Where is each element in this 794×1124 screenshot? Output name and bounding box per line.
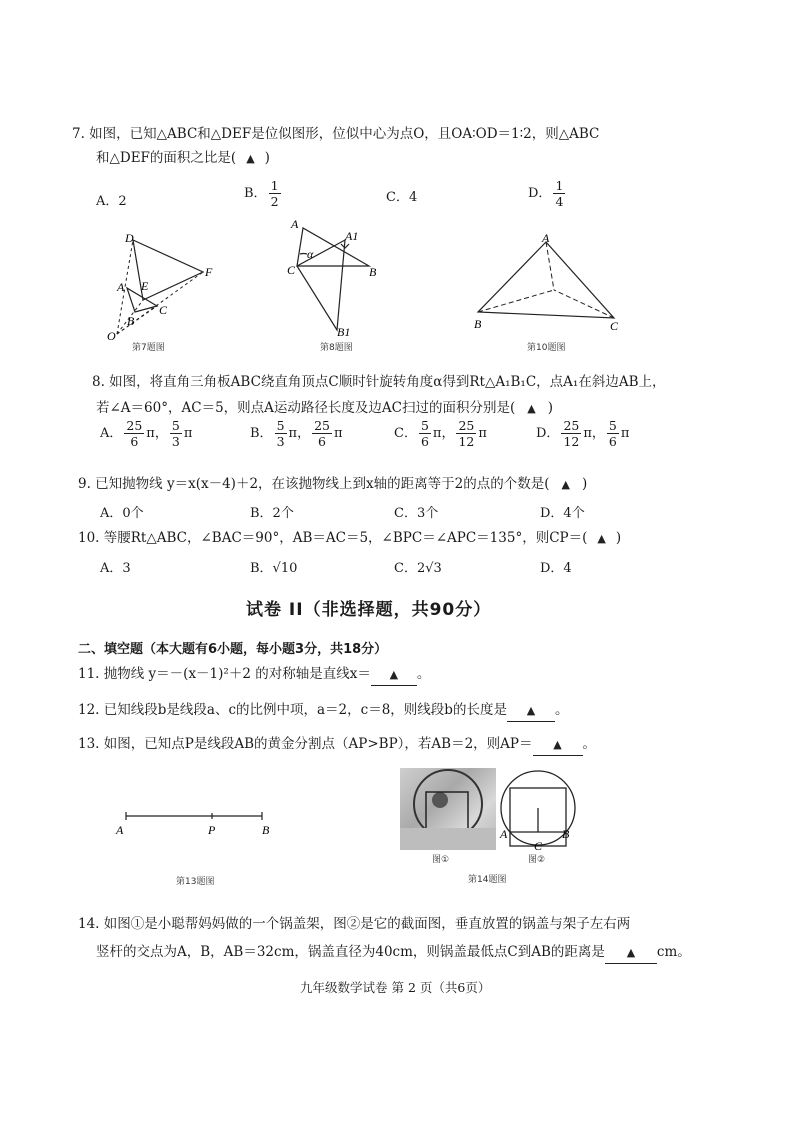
q12-stem: 12. 已知线段b是线段a、c的比例中项，a＝2，c＝8，则线段b的长度是 ▲ 。: [78, 700, 568, 722]
q8-option-d: D． $\frac{25}{12}$ π， $\frac{5}{6}$ π: [536, 418, 630, 449]
label-e: E: [141, 279, 149, 293]
q11-stem: 11. 抛物线 y＝－(x－1)²＋2 的对称轴是直线x＝ ▲ 。: [78, 664, 430, 686]
label-b: B: [127, 314, 135, 328]
q10-option-b: B．√10: [250, 561, 298, 576]
q13-stem: 13. 如图，已知点P是线段AB的黄金分割点（AP>BP），若AB＝2，则AP＝ ▲ 。: [78, 734, 596, 756]
q8-stem-line2: 若∠A＝60°，AC＝5，则点A运动路径长度及边AC扫过的面积分别是( ▲ ): [96, 400, 554, 416]
q7-stem-line1: 7. 如图，已知△ABC和△DEF是位似图形，位似中心为点O，且OA∶OD＝1∶2，则△ABC: [72, 126, 600, 142]
label-b: B: [369, 265, 377, 279]
answer-blank-icon: ▲: [246, 152, 255, 165]
figure-7: [105, 228, 225, 346]
label-a: A: [500, 827, 508, 841]
answer-blank-icon: ▲: [597, 532, 606, 545]
q10-stem: 10. 等腰Rt△ABC，∠BAC＝90°，AB＝AC＝5，∠BPC＝∠APC＝135°，则CP＝( ▲ ): [78, 530, 622, 546]
fig14-caption: 第14题图: [468, 875, 507, 885]
label-b: B: [262, 823, 270, 837]
q9-option-b: B．2个: [250, 506, 294, 521]
q14-stem-line2: 竖杆的交点为A，B，AB＝32cm，锅盖直径为40cm，则锅盖最低点C到AB的距离是 ▲ cm。: [96, 942, 691, 964]
fig7-caption: 第7题图: [132, 343, 165, 353]
answer-blank-icon: ▲: [553, 738, 562, 751]
q8-stem-line1: 8. 如图，将直角三角板ABC绕直角顶点C顺时针旋转角度α得到Rt△A₁B₁C，点A₁在斜边AB上，: [92, 374, 666, 390]
fill-in-section-title: 二、填空题（本大题有6小题，每小题3分，共18分）: [78, 642, 388, 657]
answer-blank-icon: ▲: [527, 402, 536, 415]
figure-10: [472, 232, 632, 332]
label-c: C: [534, 839, 543, 853]
label-c: C: [287, 263, 296, 277]
figure-14-photo: [400, 768, 496, 850]
q8-option-b: B． $\frac{5}{3}$ π， $\frac{25}{6}$ π: [250, 418, 343, 449]
q9-option-a: A．0个: [100, 506, 144, 521]
label-b: B: [562, 827, 570, 841]
q14-stem-line1: 14. 如图①是小聪帮妈妈做的一个锅盖架，图②是它的截面图，垂直放置的锅盖与架子左右两: [78, 916, 631, 932]
q9-option-c: C．3个: [394, 506, 439, 521]
q7-stem-line2: 和△DEF的面积之比是( ▲ ): [96, 150, 270, 166]
label-a: A: [117, 280, 125, 294]
q7-option-a: A．2: [96, 194, 127, 209]
fig13-caption: 第13题图: [176, 877, 215, 887]
answer-blank-icon: ▲: [389, 668, 399, 681]
label-a1: A1: [345, 229, 359, 243]
q8-option-a: A． $\frac{25}{6}$ π， $\frac{5}{3}$ π: [100, 418, 193, 449]
label-d: D: [125, 231, 134, 245]
answer-blank-icon: ▲: [526, 704, 536, 717]
fig14-sub1: 图①: [432, 855, 450, 865]
label-a: A: [542, 231, 550, 245]
label-c: C: [610, 319, 619, 333]
label-a: A: [291, 217, 299, 231]
q9-stem: 9. 已知抛物线 y＝x(x－4)＋2，在该抛物线上到x轴的距离等于2的点的个数是( ▲ ): [78, 476, 588, 492]
figure-8: [285, 214, 395, 339]
q10-option-c: C．2√3: [394, 561, 442, 576]
q7-option-c: C．4: [386, 190, 418, 205]
q8-option-c: C． $\frac{5}{6}$ π， $\frac{25}{12}$ π: [394, 418, 487, 449]
q10-option-d: D．4: [540, 561, 572, 576]
q7-option-b: B． $\frac{1}{2}$: [244, 178, 279, 209]
page-footer: 九年级数学试卷 第 2 页（共6页）: [300, 980, 491, 995]
answer-blank-icon: ▲: [626, 946, 636, 959]
label-o: O: [107, 329, 116, 343]
triangle-abc: [478, 242, 614, 318]
figure-14-diagram: [498, 770, 578, 852]
q7-option-d: D． $\frac{1}{4}$: [528, 178, 564, 209]
figure-13: [112, 808, 282, 838]
fig10-caption: 第10题图: [527, 343, 566, 353]
fig8-caption: 第8题图: [320, 343, 353, 353]
label-alpha: α: [307, 247, 314, 261]
label-b1: B1: [337, 325, 351, 339]
q10-option-a: A．3: [100, 561, 131, 576]
q9-option-d: D．4个: [540, 506, 585, 521]
fig14-sub2: 图②: [528, 855, 546, 865]
label-p: P: [208, 823, 216, 837]
section-2-title: 试卷 II（非选择题，共90分）: [246, 600, 492, 620]
answer-blank-icon: ▲: [561, 478, 570, 491]
label-f: F: [205, 265, 213, 279]
label-c: C: [159, 303, 168, 317]
label-a: A: [116, 823, 124, 837]
label-b: B: [474, 317, 482, 331]
